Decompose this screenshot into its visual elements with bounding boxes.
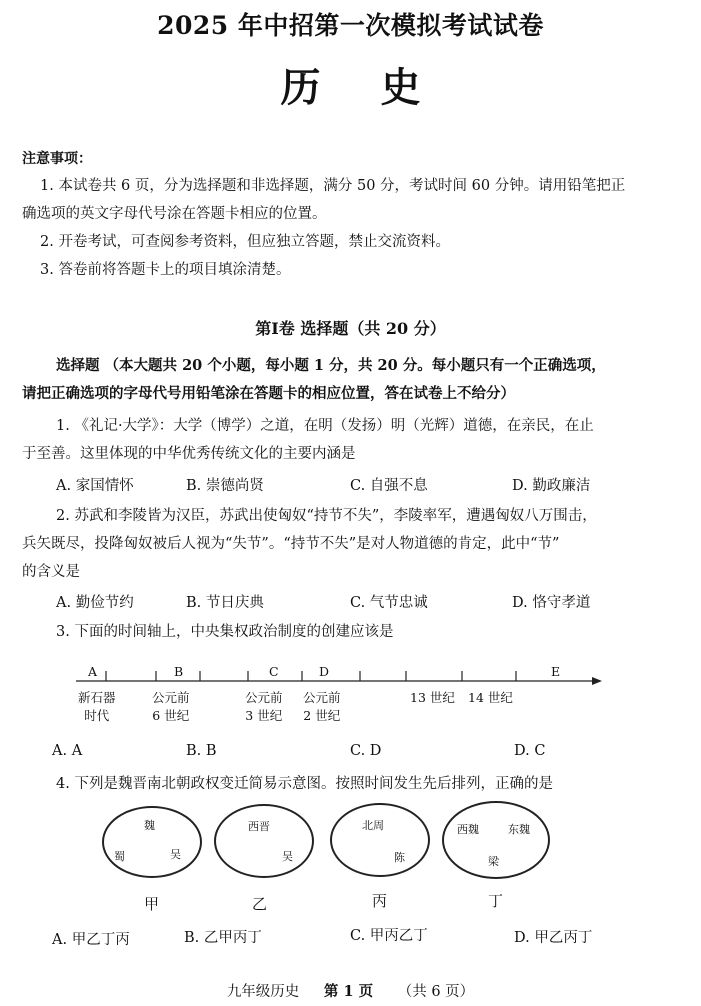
q1-option-d: D. 勤政廉洁 [512,478,591,494]
timeline-letter-e: E [551,664,561,679]
section-intro-line-1: 选择题 （本大题共 20 个小题，每小题 1 分，共 20 分。每小题只有一个正确选项， [56,357,606,374]
q3-option-c: C. D [350,743,382,759]
section-title: 第Ⅰ卷 选择题（共 20 分） [255,319,446,338]
q4-option-a: A. 甲乙丁丙 [52,932,130,948]
timeline-label-neolithic: 新石器 时代 [78,690,116,723]
footer-page: 第 1 页 [323,983,374,1000]
timeline-letter-d: D [319,664,330,679]
timeline [70,662,610,724]
diagram-caption-jia: 甲 [144,895,160,913]
footer-grade: 九年级历史 [226,984,300,1000]
q1-option-a: A. 家国情怀 [56,478,134,494]
exam-title: 2025 年中招第一次模拟考试试卷 [157,11,544,40]
exam-subject: 历史 [280,64,481,111]
timeline-letter-c: C [269,664,279,679]
q4-line-1: 4. 下列是魏晋南北朝政权变迁简易示意图。按照时间发生先后排列，正确的是 [56,776,553,792]
notice-heading: 注意事项： [22,151,92,167]
page-footer [0,980,701,1001]
q1-line-1: 1. 《礼记·大学》：大学（博学）之道，在明（发扬）明（光辉）道德，在亲民，在止 [56,418,594,434]
diagram-circle-yi: 西晋 吴 [214,804,314,878]
diagram-circle-jia: 魏 蜀 吴 [102,806,202,878]
diagram-circle-bing: 北周 陈 [330,803,430,877]
q2-option-a: A. 勤俭节约 [56,595,134,611]
notice-item-2: 2. 开卷考试，可查阅参考资料，但应独立答题，禁止交流资料。 [40,234,450,250]
q2-line-1: 2. 苏武和李陵皆为汉臣，苏武出使匈奴“持节不失”，李陵率军，遭遇匈奴八万围击， [56,508,597,524]
timeline-label-3bc: 公元前 3 世纪 [245,690,283,723]
q1-option-b: B. 崇德尚贤 [186,478,264,494]
timeline-letter-a: A [88,664,98,679]
q1-line-2: 于至善。这里体现的中华优秀传统文化的主要内涵是 [22,446,356,462]
timeline-label-2bc: 公元前 2 世纪 [303,690,341,723]
notice-item-3: 3. 答卷前将答题卡上的项目填涂清楚。 [40,262,291,278]
diagram-caption-yi: 乙 [252,895,268,913]
q4-option-d: D. 甲乙丙丁 [514,930,593,946]
diagram-caption-ding: 丁 [488,892,504,910]
q3-line-1: 3. 下面的时间轴上，中央集权政治制度的创建应该是 [56,624,394,640]
timeline-label-6bc: 公元前 6 世纪 [152,690,190,723]
q3-option-b: B. B [186,743,217,759]
notice-item-1-line-1: 1. 本试卷共 6 页，分为选择题和非选择题，满分 50 分，考试时间 60 分钟。请用铅笔把正 [40,178,626,194]
q3-option-d: D. C [514,743,546,759]
timeline-label-14c: 14 世纪 [468,690,513,705]
q2-option-c: C. 气节忠诚 [350,595,428,611]
q2-option-d: D. 恪守孝道 [512,595,591,611]
notice-item-1-line-2: 确选项的英文字母代号涂在答题卡相应的位置。 [22,206,327,222]
diagram-caption-bing: 丙 [372,892,388,910]
q2-line-2: 兵矢既尽，投降匈奴被后人视为“失节”。“持节不失”是对人物道德的肯定，此中“节” [22,536,560,552]
timeline-letter-b: B [174,664,184,679]
q2-line-3: 的含义是 [22,564,80,580]
q4-option-c: C. 甲丙乙丁 [350,928,428,944]
diagram-circle-ding: 西魏 东魏 梁 [442,801,550,879]
timeline-label-13c: 13 世纪 [410,690,455,705]
section-intro-line-2: 请把正确选项的字母代号用铅笔涂在答题卡的相应位置，答在试卷上不给分） [22,385,515,402]
q3-option-a: A. A [52,743,83,759]
footer-total: （共 6 页） [397,984,475,1000]
q4-option-b: B. 乙甲丙丁 [184,930,262,946]
q2-option-b: B. 节日庆典 [186,595,264,611]
q1-option-c: C. 自强不息 [350,478,428,494]
